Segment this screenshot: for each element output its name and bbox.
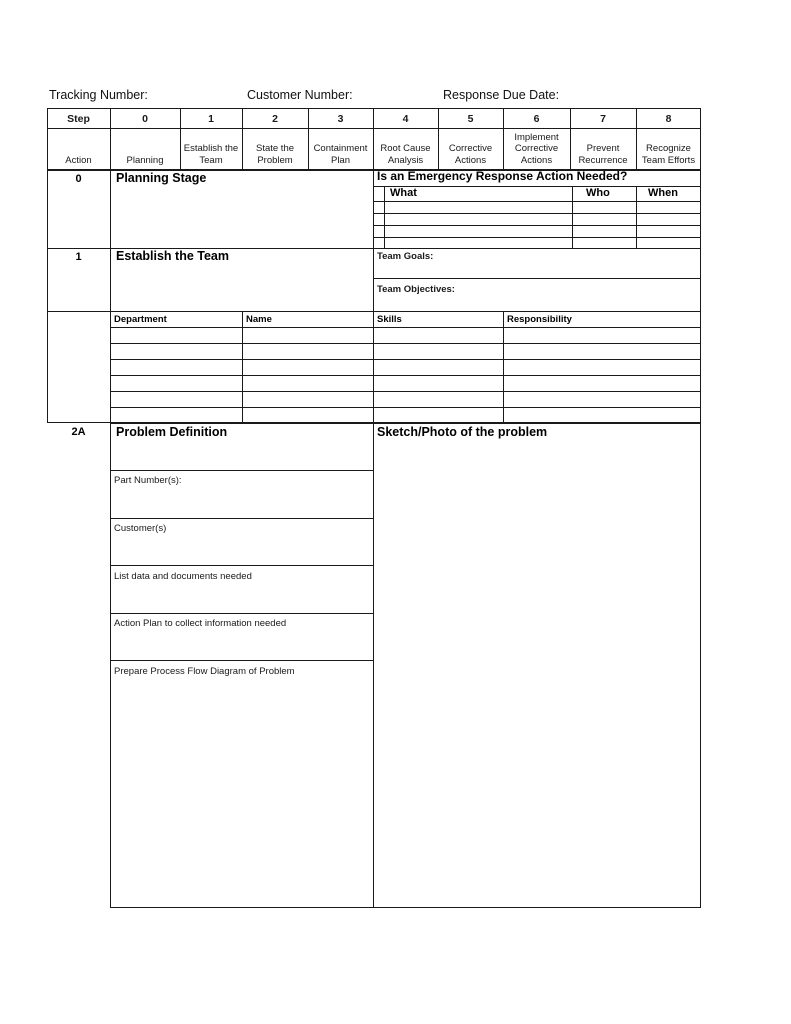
team-responsibility-cell[interactable]	[507, 361, 699, 374]
step-action-5	[438, 140, 503, 168]
customers-value[interactable]	[114, 536, 369, 563]
step-action-0	[110, 140, 180, 168]
problem-definition-center-divider	[373, 423, 374, 908]
step-number-4: 4	[402, 113, 409, 125]
step-action-1	[180, 140, 242, 168]
process-flow-diagram-value[interactable]	[114, 680, 369, 902]
establish-team-title: Establish the Team	[116, 249, 229, 263]
step-action-6	[503, 128, 570, 168]
step-action-5-line-1: Corrective	[448, 143, 493, 154]
step-action-6-line-2: Corrective	[514, 143, 559, 154]
team-skills-cell[interactable]	[377, 361, 501, 374]
problem-field-divider	[110, 660, 373, 661]
emergency-what-cell[interactable]	[385, 202, 571, 213]
team-name-cell[interactable]	[246, 329, 371, 342]
emergency-when-cell[interactable]	[637, 214, 700, 225]
step-number-0: 0	[142, 113, 148, 125]
step-action-4-line-2: Analysis	[387, 154, 424, 166]
emergency-when-cell[interactable]	[637, 226, 700, 237]
problem-field-divider	[110, 565, 373, 566]
customer-number-label: Customer Number:	[247, 88, 353, 102]
step-action-1-line-1: Establish the	[183, 143, 239, 154]
team-name-cell[interactable]	[246, 409, 371, 421]
step-action-3	[308, 140, 373, 168]
step-action-5-line-2: Actions	[454, 154, 487, 166]
team-goals-objectives-divider	[373, 278, 701, 279]
emergency-when-cell[interactable]	[637, 202, 700, 213]
emergency-column-what: What	[390, 187, 417, 199]
part-numbers-value[interactable]	[114, 488, 369, 516]
process-flow-diagram-label: Prepare Process Flow Diagram of Problem	[114, 666, 295, 677]
action-label-text: Action	[65, 154, 92, 166]
part-numbers-label: Part Number(s):	[114, 475, 182, 486]
team-row-divider	[110, 343, 701, 344]
action-plan-value[interactable]	[114, 631, 369, 658]
step-action-0-line-1: Planning	[126, 154, 164, 166]
step-action-4-line-1: Root Cause	[380, 143, 431, 154]
step-action-7-line-1: Prevent	[586, 143, 620, 154]
step-number-7: 7	[600, 113, 606, 125]
emergency-who-cell[interactable]	[573, 214, 635, 225]
emergency-who-cell[interactable]	[573, 238, 635, 248]
action-plan-label: Action Plan to collect information needed	[114, 618, 287, 629]
team-responsibility-cell[interactable]	[507, 393, 699, 406]
step-action-3-line-1: Containment	[313, 143, 368, 154]
step-action-2	[242, 140, 308, 168]
team-skills-cell[interactable]	[377, 393, 501, 406]
establish-team-notes[interactable]	[116, 266, 368, 308]
team-name-cell[interactable]	[246, 361, 371, 374]
team-department-cell[interactable]	[114, 393, 240, 406]
step-action-2-line-2: Problem	[257, 154, 293, 166]
step-action-8	[636, 140, 701, 168]
team-objectives-label: Team Objectives:	[377, 284, 455, 295]
team-objectives-value[interactable]	[377, 296, 699, 310]
header-fields	[47, 88, 701, 106]
emergency-column-who: Who	[586, 187, 610, 199]
team-department-cell[interactable]	[114, 345, 240, 358]
team-department-cell[interactable]	[114, 377, 240, 390]
step-number-cell-1: 1	[75, 251, 82, 263]
team-row-divider	[110, 359, 701, 360]
team-column-skills: Skills	[377, 314, 402, 325]
body-center-divider	[373, 170, 374, 423]
step-number-cell-0: 0	[75, 173, 82, 185]
step-action-6-line-1: Implement	[514, 131, 559, 143]
team-name-cell[interactable]	[246, 345, 371, 358]
problem-definition-title: Problem Definition	[116, 425, 228, 439]
team-responsibility-cell[interactable]	[507, 409, 699, 421]
step-action-4	[373, 140, 438, 168]
team-column-name: Name	[246, 314, 272, 325]
step-action-8-line-2: Team Efforts	[641, 154, 696, 166]
team-department-cell[interactable]	[114, 329, 240, 342]
team-table-top-divider	[47, 311, 701, 312]
emergency-who-cell[interactable]	[573, 226, 635, 237]
list-data-documents-value[interactable]	[114, 584, 369, 611]
emergency-what-cell[interactable]	[385, 214, 571, 225]
action-row-label	[47, 140, 110, 168]
sketch-photo-title: Sketch/Photo of the problem	[377, 425, 548, 439]
team-responsibility-cell[interactable]	[507, 377, 699, 390]
team-skills-cell[interactable]	[377, 329, 501, 342]
planning-stage-notes[interactable]	[116, 188, 368, 246]
emergency-column-when: When	[648, 187, 678, 199]
team-column-department: Department	[114, 314, 167, 325]
team-row-divider	[110, 407, 701, 408]
step-table-divider	[47, 128, 701, 129]
team-department-cell[interactable]	[114, 361, 240, 374]
problem-field-divider	[110, 518, 373, 519]
planning-stage-title: Planning Stage	[116, 171, 207, 185]
team-responsibility-cell[interactable]	[507, 329, 699, 342]
step-number-8: 8	[665, 113, 672, 125]
emergency-what-cell[interactable]	[385, 226, 571, 237]
step-row-label: Step	[67, 113, 90, 125]
emergency-when-cell[interactable]	[637, 238, 700, 248]
step-action-7-line-2: Recurrence	[578, 154, 628, 166]
step-action-1-line-2: Team	[199, 154, 223, 166]
customers-label: Customer(s)	[114, 523, 167, 534]
step-action-8-line-1: Recognize	[646, 143, 691, 154]
team-row-divider	[110, 375, 701, 376]
step-number-1: 1	[208, 113, 214, 125]
emergency-what-cell[interactable]	[385, 238, 571, 248]
step-action-6-line-3: Actions	[520, 154, 553, 166]
team-row-divider	[110, 327, 701, 328]
team-skills-cell[interactable]	[377, 345, 501, 358]
list-data-documents-label: List data and documents needed	[114, 571, 252, 582]
emergency-response-question: Is an Emergency Response Action Needed?	[377, 169, 628, 183]
team-skills-cell[interactable]	[377, 377, 501, 390]
step-action-3-line-2: Plan	[330, 154, 350, 166]
problem-definition-notes[interactable]	[116, 443, 368, 468]
team-column-responsibility: Responsibility	[507, 314, 572, 325]
team-department-cell[interactable]	[114, 409, 240, 421]
response-due-date-label: Response Due Date:	[443, 88, 560, 102]
problem-field-divider	[110, 470, 373, 471]
emergency-who-cell[interactable]	[573, 202, 635, 213]
tracking-number-label: Tracking Number:	[49, 88, 148, 102]
step-number-3: 3	[337, 113, 344, 125]
step-number-5: 5	[467, 113, 474, 125]
team-name-cell[interactable]	[246, 377, 371, 390]
body-step-col-divider	[110, 170, 111, 423]
team-row-divider	[110, 391, 701, 392]
team-skills-cell[interactable]	[377, 409, 501, 421]
problem-field-divider	[110, 613, 373, 614]
step-action-2-line-1: State the	[255, 143, 295, 154]
team-goals-label: Team Goals:	[377, 251, 434, 262]
step-number-6: 6	[533, 113, 540, 125]
step-action-7	[570, 140, 636, 168]
team-goals-value[interactable]	[377, 263, 699, 277]
step-number-cell-2a: 2A	[71, 426, 86, 438]
team-responsibility-cell[interactable]	[507, 345, 699, 358]
step-number-2: 2	[272, 113, 278, 125]
sketch-photo-area[interactable]	[377, 443, 697, 903]
team-name-cell[interactable]	[246, 393, 371, 406]
